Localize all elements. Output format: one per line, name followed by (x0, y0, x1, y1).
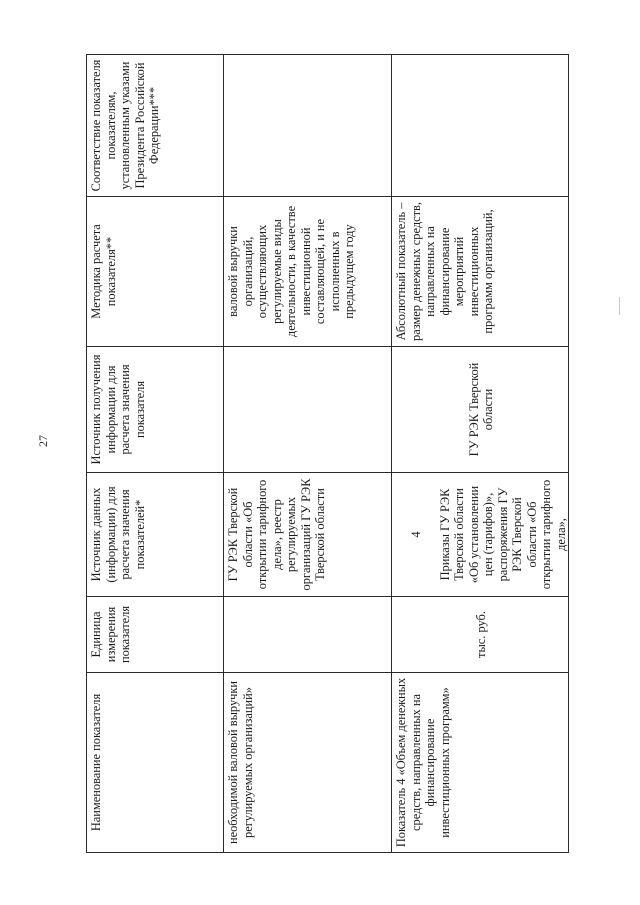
cell-name: Показатель 4 «Объем денежных средств, направленных на финансирование инвестиционных программ» (392, 673, 569, 853)
page-number: 27 (36, 435, 50, 447)
cell-unit (224, 597, 392, 673)
scan-artifact (619, 297, 620, 315)
cell-method: Абсолютный показатель – размер денежных средств, направленных на финансирование мероприятий инвестиционных программ организаций, (392, 197, 569, 347)
table-row (224, 55, 392, 853)
indicator-table-container (86, 55, 566, 853)
header-cell-data-source: Источник данных (информации) для расчета значения показателей* (87, 473, 224, 597)
header-cell-method: Методика расчета показателя** (87, 197, 224, 347)
cell-info-source (224, 347, 392, 473)
header-cell-unit: Единица измерения показателя (87, 597, 224, 673)
cell-data-source (392, 473, 569, 597)
cell-compliance (392, 55, 569, 197)
table-row (392, 55, 569, 853)
column-number: 4 (408, 531, 423, 538)
cell-info-source: ГУ РЭК Тверской области (392, 347, 569, 473)
indicator-table (86, 54, 569, 853)
header-cell-info-source: Источник получения информации для расчета значения показателя (87, 347, 224, 473)
cell-compliance (224, 55, 392, 197)
cell-name: необходимой валовой выручки регулируемых организаций» (224, 673, 392, 853)
cell-data-source-text: Приказы ГУ РЭК Тверской области «Об установлении цен (тарифов)», распоряжения ГУ РЭК Тверской области «Об открытии тарифного дела», (437, 479, 568, 590)
header-cell-compliance: Соответствие показателя показателям, установленным указами Президента Российской Федерации*** (87, 55, 224, 197)
cell-unit: тыс. руб. (392, 597, 569, 673)
header-cell-name: Наименование показателя (87, 673, 224, 853)
cell-data-source: ГУ РЭК Тверской области «Об открытии тарифного дела», реестр регулируемых организаций ГУ РЭК Тверской области (224, 473, 392, 597)
cell-method: валовой выручки организаций, осуществляющих регулируемые виды деятельности, в качестве инвестиционной составляющей, и не исполненных в предыдущем году (224, 197, 392, 347)
table-header-row (87, 55, 224, 853)
